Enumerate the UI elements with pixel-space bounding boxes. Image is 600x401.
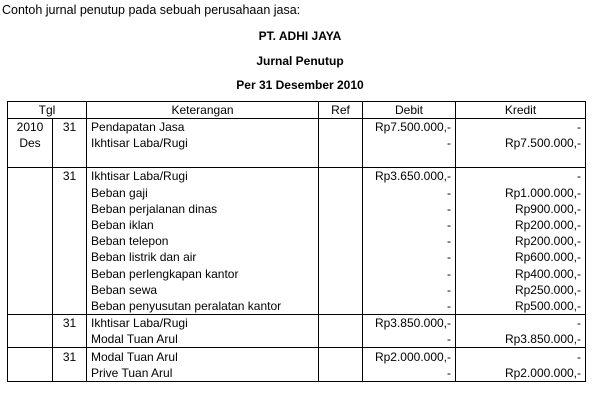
- table-row: [8, 135, 586, 151]
- table-row: [8, 168, 586, 185]
- entry-debit: -: [363, 249, 456, 265]
- entry-ref: [319, 249, 363, 265]
- column-header-ref: Ref: [319, 102, 363, 119]
- entry-kredit: Rp3.850.000,-: [456, 331, 586, 348]
- tgl-day: [53, 217, 87, 233]
- entry-kredit: Rp2.000.000,-: [456, 365, 586, 382]
- entry-debit: [363, 151, 456, 168]
- entry-description: Beban perjalanan dinas: [87, 201, 319, 217]
- entry-description: Beban gaji: [87, 185, 319, 201]
- intro-text: Contoh jurnal penutup pada sebuah perusahaan jasa:: [2, 3, 301, 17]
- entry-debit: -: [363, 365, 456, 382]
- entry-kredit: -: [456, 315, 586, 332]
- entry-ref: [319, 217, 363, 233]
- tgl-month: [8, 201, 53, 217]
- tgl-day: 31: [53, 315, 87, 332]
- table-row: [8, 201, 586, 217]
- entry-ref: [319, 151, 363, 168]
- entry-kredit: Rp7.500.000,-: [456, 135, 586, 151]
- tgl-day: [53, 331, 87, 348]
- tgl-month: [8, 331, 53, 348]
- entry-debit: -: [363, 266, 456, 282]
- journal-period: Per 31 Desember 2010: [236, 78, 364, 92]
- entry-debit: -: [363, 185, 456, 201]
- company-name: PT. ADHI JAYA: [258, 29, 342, 43]
- entry-description: Beban telepon: [87, 233, 319, 249]
- tgl-month: [8, 151, 53, 168]
- table-row: [8, 185, 586, 201]
- tgl-month: [8, 217, 53, 233]
- entry-description: Ikhtisar Laba/Rugi: [87, 135, 319, 151]
- table-row: [8, 365, 586, 382]
- entry-debit: -: [363, 233, 456, 249]
- entry-ref: [319, 348, 363, 365]
- entry-description: Ikhtisar Laba/Rugi: [87, 315, 319, 332]
- table-row: [8, 298, 586, 315]
- table-header-row: [8, 102, 586, 119]
- column-header-debit: Debit: [363, 102, 456, 119]
- tgl-day: [53, 233, 87, 249]
- table-row: [8, 282, 586, 298]
- entry-debit: Rp2.000.000,-: [363, 348, 456, 365]
- entry-ref: [319, 185, 363, 201]
- entry-description: Prive Tuan Arul: [87, 365, 319, 382]
- column-header-kredit: Kredit: [456, 102, 586, 119]
- entry-debit: -: [363, 331, 456, 348]
- entry-description: Beban penyusutan peralatan kantor: [87, 298, 319, 315]
- column-header-tgl: Tgl: [8, 102, 87, 119]
- entry-kredit: -: [456, 119, 586, 136]
- entry-ref: [319, 201, 363, 217]
- tgl-month: Des: [8, 135, 53, 151]
- entry-description: Beban iklan: [87, 217, 319, 233]
- entry-kredit: Rp600.000,-: [456, 249, 586, 265]
- entry-debit: -: [363, 135, 456, 151]
- entry-kredit: -: [456, 348, 586, 365]
- entry-debit: -: [363, 298, 456, 315]
- table-row: [8, 331, 586, 348]
- tgl-day: [53, 151, 87, 168]
- journal-title: Jurnal Penutup: [256, 54, 344, 68]
- entry-kredit: Rp500.000,-: [456, 298, 586, 315]
- tgl-day: [53, 135, 87, 151]
- tgl-month: 2010: [8, 119, 53, 136]
- entry-description: Modal Tuan Arul: [87, 331, 319, 348]
- tgl-month: [8, 348, 53, 365]
- column-header-keterangan: Keterangan: [87, 102, 319, 119]
- entry-description: Pendapatan Jasa: [87, 119, 319, 136]
- tgl-month: [8, 249, 53, 265]
- entry-ref: [319, 282, 363, 298]
- entry-debit: Rp7.500.000,-: [363, 119, 456, 136]
- tgl-month: [8, 233, 53, 249]
- tgl-month: [8, 185, 53, 201]
- entry-ref: [319, 315, 363, 332]
- table-row: [8, 266, 586, 282]
- tgl-day: [53, 201, 87, 217]
- table-row: [8, 315, 586, 332]
- tgl-month: [8, 266, 53, 282]
- table-row: [8, 348, 586, 365]
- tgl-month: [8, 298, 53, 315]
- entry-kredit: [456, 151, 586, 168]
- entry-ref: [319, 168, 363, 185]
- entry-debit: -: [363, 201, 456, 217]
- entry-ref: [319, 266, 363, 282]
- entry-ref: [319, 135, 363, 151]
- tgl-month: [8, 168, 53, 185]
- tgl-day: [53, 365, 87, 382]
- entry-ref: [319, 365, 363, 382]
- entry-description: Beban perlengkapan kantor: [87, 266, 319, 282]
- entry-debit: Rp3.650.000,-: [363, 168, 456, 185]
- entry-description: [87, 151, 319, 168]
- entry-debit: -: [363, 282, 456, 298]
- tgl-day: 31: [53, 168, 87, 185]
- entry-ref: [319, 298, 363, 315]
- tgl-day: [53, 298, 87, 315]
- table-row: [8, 119, 586, 136]
- entry-kredit: Rp400.000,-: [456, 266, 586, 282]
- entry-description: Ikhtisar Laba/Rugi: [87, 168, 319, 185]
- tgl-day: [53, 185, 87, 201]
- entry-kredit: Rp200.000,-: [456, 233, 586, 249]
- tgl-month: [8, 315, 53, 332]
- entry-description: Beban listrik dan air: [87, 249, 319, 265]
- entry-debit: Rp3.850.000,-: [363, 315, 456, 332]
- entry-kredit: -: [456, 168, 586, 185]
- table-row: [8, 249, 586, 265]
- entry-ref: [319, 233, 363, 249]
- tgl-day: [53, 282, 87, 298]
- tgl-month: [8, 365, 53, 382]
- entry-kredit: Rp1.000.000,-: [456, 185, 586, 201]
- entry-kredit: Rp250.000,-: [456, 282, 586, 298]
- entry-kredit: Rp900.000,-: [456, 201, 586, 217]
- tgl-day: 31: [53, 119, 87, 136]
- tgl-day: [53, 266, 87, 282]
- entry-description: Beban sewa: [87, 282, 319, 298]
- closing-journal-table: [7, 101, 586, 382]
- table-row-spacer: [8, 151, 586, 168]
- entry-ref: [319, 331, 363, 348]
- tgl-day: 31: [53, 348, 87, 365]
- table-row: [8, 217, 586, 233]
- entry-kredit: Rp200.000,-: [456, 217, 586, 233]
- tgl-month: [8, 282, 53, 298]
- table-row: [8, 233, 586, 249]
- tgl-day: [53, 249, 87, 265]
- entry-description: Modal Tuan Arul: [87, 348, 319, 365]
- entry-ref: [319, 119, 363, 136]
- entry-debit: -: [363, 217, 456, 233]
